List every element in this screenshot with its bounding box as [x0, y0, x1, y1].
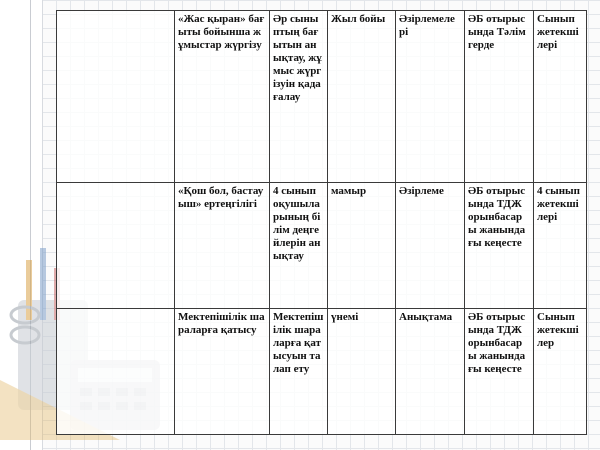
table-cell-event: «Қош бол, бастауыш» ертеңгілігі: [175, 183, 270, 309]
table-cell-form: Анықтама: [396, 309, 465, 435]
table-cell-date: мамыр: [328, 183, 396, 309]
table-cell-responsible: Сынып жетекшілер: [534, 309, 587, 435]
table-cell-review: ӘБ отырысында Тәлімгерде: [465, 11, 534, 183]
table-row: [57, 309, 587, 435]
table-cell-empty: [57, 309, 175, 435]
table-cell-goal: Әр сыныптың бағытын анықтау, жұмыс жүргізуін қадағалау: [270, 11, 328, 183]
table-cell-review: ӘБ отырысында ТДЖ орынбасары жанындағы кеңесте: [465, 309, 534, 435]
table-cell-date: Жыл бойы: [328, 11, 396, 183]
table-row: [57, 11, 587, 183]
table-cell-empty: [57, 11, 175, 183]
table-cell-review: ӘБ отырысында ТДЖ орынбасары жанындағы кеңесте: [465, 183, 534, 309]
table-cell-goal: 4 сынып оқушыларының білім деңгейлерін анықтау: [270, 183, 328, 309]
table-cell-goal: Мектепішілік шараларға қатысуын талап ету: [270, 309, 328, 435]
table-cell-empty: [57, 183, 175, 309]
table-row: [57, 183, 587, 309]
table-cell-event: «Жас қыран» бағыты бойынша жұмыстар жүргізу: [175, 11, 270, 183]
table-cell-event: Мектепішілік шараларға қатысу: [175, 309, 270, 435]
table-cell-form: Әзірлемелері: [396, 11, 465, 183]
table-cell-responsible: Сынып жетекшілері: [534, 11, 587, 183]
plan-table: [56, 10, 587, 435]
table-cell-responsible: 4 сынып жетекшілері: [534, 183, 587, 309]
table-cell-date: үнемі: [328, 309, 396, 435]
table-cell-form: Әзірлеме: [396, 183, 465, 309]
